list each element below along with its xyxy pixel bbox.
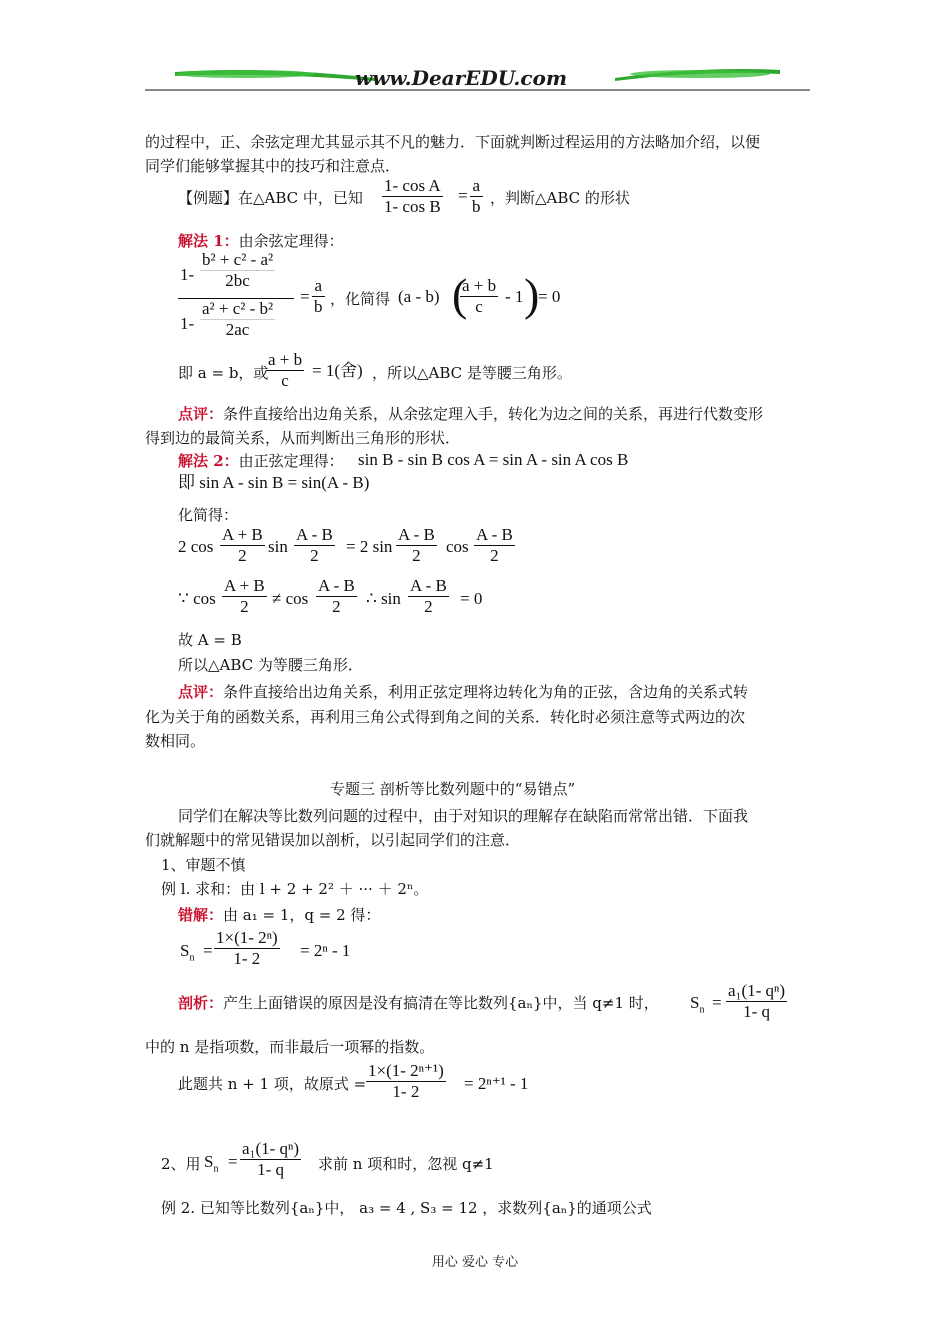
total-fraction: $\frac{\text{1×(1- 2ⁿ⁺¹)}}{1- 2}$: [368, 1061, 444, 1101]
h2-fraction: $\frac{\text{a₁(1- qⁿ)}}{1- q}$: [242, 1139, 300, 1179]
method1-line2-tail: ，所以△ABC 是等腰三角形。: [372, 364, 572, 382]
neq-cos: ≠ cos: [272, 589, 309, 608]
method1-complex-fraction: 1- $\frac{\text{b² + c² - a²}}{2bc}$ 1- $\frac{\text{a² + c² - b²}}{2ac}$: [178, 250, 296, 347]
method1-right-paren: ): [524, 269, 540, 320]
topic3-error-line: 错解：由 a₁ = 1，q = 2 得：: [178, 906, 381, 924]
method2-conclusion: 所以△ABC 为等腰三角形．: [178, 656, 363, 674]
example-fraction-ab: $\frac{a}{b}$: [472, 176, 481, 216]
analysis-sn: $S_n$: [690, 993, 705, 1016]
topic3-title: 专题三 剖析等比数列题中的“易错点”: [330, 780, 576, 798]
sn-fraction: $\frac{\text{1×(1- 2ⁿ)}}{1- 2}$: [216, 928, 278, 968]
method2-line2: 即 sin A - sin B = sin(A - B): [178, 473, 370, 492]
method1-text: 由余弦定理得：: [238, 232, 344, 250]
sn-rhs: = 2ⁿ - 1: [300, 941, 351, 960]
method1-eq-zero: = 0: [538, 287, 561, 306]
because-frac-2: $\frac{A - B}{2}$: [318, 576, 355, 616]
eq-2cos: 2 cos: [178, 537, 214, 556]
method1-line2-fraction: $\frac{a + b}{c}$: [268, 350, 303, 390]
method1-fraction-ab: $\frac{a}{b}$: [314, 276, 323, 316]
eq-sin: sin: [268, 537, 288, 556]
method2-eq1: sin B - sin B cos A = sin A - sin A cos B: [358, 450, 629, 469]
method1-inner-tail: - 1: [505, 287, 524, 306]
analysis-eq: =: [712, 993, 722, 1012]
method2-a-eq-b: 故 A = B: [178, 631, 242, 649]
method2-line3: 化简得：: [178, 506, 239, 524]
topic3-para-line2: 们就解题中的常见错误加以剖析，以引起同学们的注意．: [145, 831, 521, 849]
eq-frac-3: $\frac{A - B}{2}$: [398, 525, 435, 565]
eq-frac-4: $\frac{A - B}{2}$: [476, 525, 513, 565]
sn-symbol: $S_n$: [180, 941, 195, 964]
topic3-heading2-pre: 2、用: [161, 1155, 201, 1173]
para1-line1: 的过程中，正、余弦定理尤其显示其不凡的魅力．下面就判断过程运用的方法略加介绍，以便: [145, 133, 761, 151]
example-eq: =: [458, 186, 468, 205]
analysis-line: 剖析：产生上面错误的原因是没有搞清在等比数列{aₙ}中，当 q≠1 时，: [178, 994, 659, 1012]
method1-inner-fraction: $\frac{a + b}{c}$: [462, 276, 497, 316]
analysis-line2: 中的 n 是指项数，而非最后一项幂的指数。: [145, 1038, 435, 1056]
because-cos: ∵ cos: [178, 589, 216, 608]
topic3-heading2-tail: 求前 n 项和时，忽视 q≠1: [318, 1155, 494, 1173]
topic3-heading1: 1、审题不慎: [161, 856, 246, 874]
eq-2sin: = 2 sin: [346, 537, 393, 556]
eq-zero: = 0: [460, 589, 483, 608]
example-fraction-cos: $\frac{\text{1- cos A}}{\text{1- cos B}}$: [384, 176, 441, 216]
method1-simplify: ，化简得: [330, 290, 391, 308]
topic3-para-line1: 同学们在解决等比数列问题的过程中，由于对知识的理解存在缺陷而常常出错．下面我: [178, 807, 749, 825]
comment1-line1: 点评：条件直接给出边角关系，从余弦定理入手，转化为边之间的关系，再进行代数变形: [178, 405, 764, 423]
eq-frac-2: $\frac{A - B}{2}$: [296, 525, 333, 565]
example-lead: 【例题】在△ABC 中，已知: [178, 189, 363, 207]
topic3-example1: 例 l. 求和：由 l + 2 + 2² ＋ ··· ＋ 2ⁿ。: [161, 880, 429, 898]
h2-eq: =: [228, 1152, 238, 1171]
total-pre: 此题共 n + 1 项，故原式 =: [178, 1075, 367, 1093]
method1-line: [178, 232, 344, 250]
method1-line2-eq: = 1(舍): [312, 361, 363, 380]
method1-eq-sign: =: [300, 287, 310, 306]
comment2-line1: 点评：条件直接给出边角关系，利用正弦定理将边转化为角的正弦，含边角的关系式转: [178, 683, 749, 701]
because-frac-3: $\frac{A - B}{2}$: [410, 576, 447, 616]
method1-label: 解法 1：: [178, 232, 239, 250]
comment2-line3: 数相同。: [145, 732, 206, 750]
sn-eq: =: [203, 941, 213, 960]
topic3-example2: 例 2. 已知等比数列{aₙ}中， a₃ = 4 , S₃ = 12 ，求数列{aₙ}的通项公式: [161, 1199, 652, 1217]
because-frac-1: $\frac{A + B}{2}$: [224, 576, 265, 616]
site-logo-text: www.DearEDU.com: [355, 66, 568, 90]
eq-cos: cos: [446, 537, 469, 556]
analysis-fraction: $\frac{\text{a₁(1- qⁿ)}}{1- q}$: [728, 981, 786, 1021]
total-rhs: = 2ⁿ⁺¹ - 1: [464, 1074, 529, 1093]
comment1-line2: 得到边的最简关系，从而判断出三角形的形状．: [145, 429, 461, 447]
method1-line2-pre: 即 a = b，或: [178, 364, 269, 382]
eq-frac-1: $\frac{A + B}{2}$: [222, 525, 263, 565]
page-footer: 用心 爱心 专心: [431, 1255, 519, 1270]
comment2-line2: 化为关于角的函数关系，再利用三角公式得到角之间的关系．转化时必须注意等式两边的次: [145, 708, 746, 726]
method1-factor: (a - b): [398, 287, 440, 306]
method2-line1: 解法 2：由正弦定理得：: [178, 452, 344, 470]
therefore-sin: ∴ sin: [366, 589, 401, 608]
example-tail: ，判断△ABC 的形状: [490, 189, 630, 207]
method1-left-paren: (: [452, 269, 468, 320]
para1-line2: 同学们能够掌握其中的技巧和注意点．: [145, 157, 401, 175]
h2-sn: $S_n$: [204, 1152, 219, 1175]
